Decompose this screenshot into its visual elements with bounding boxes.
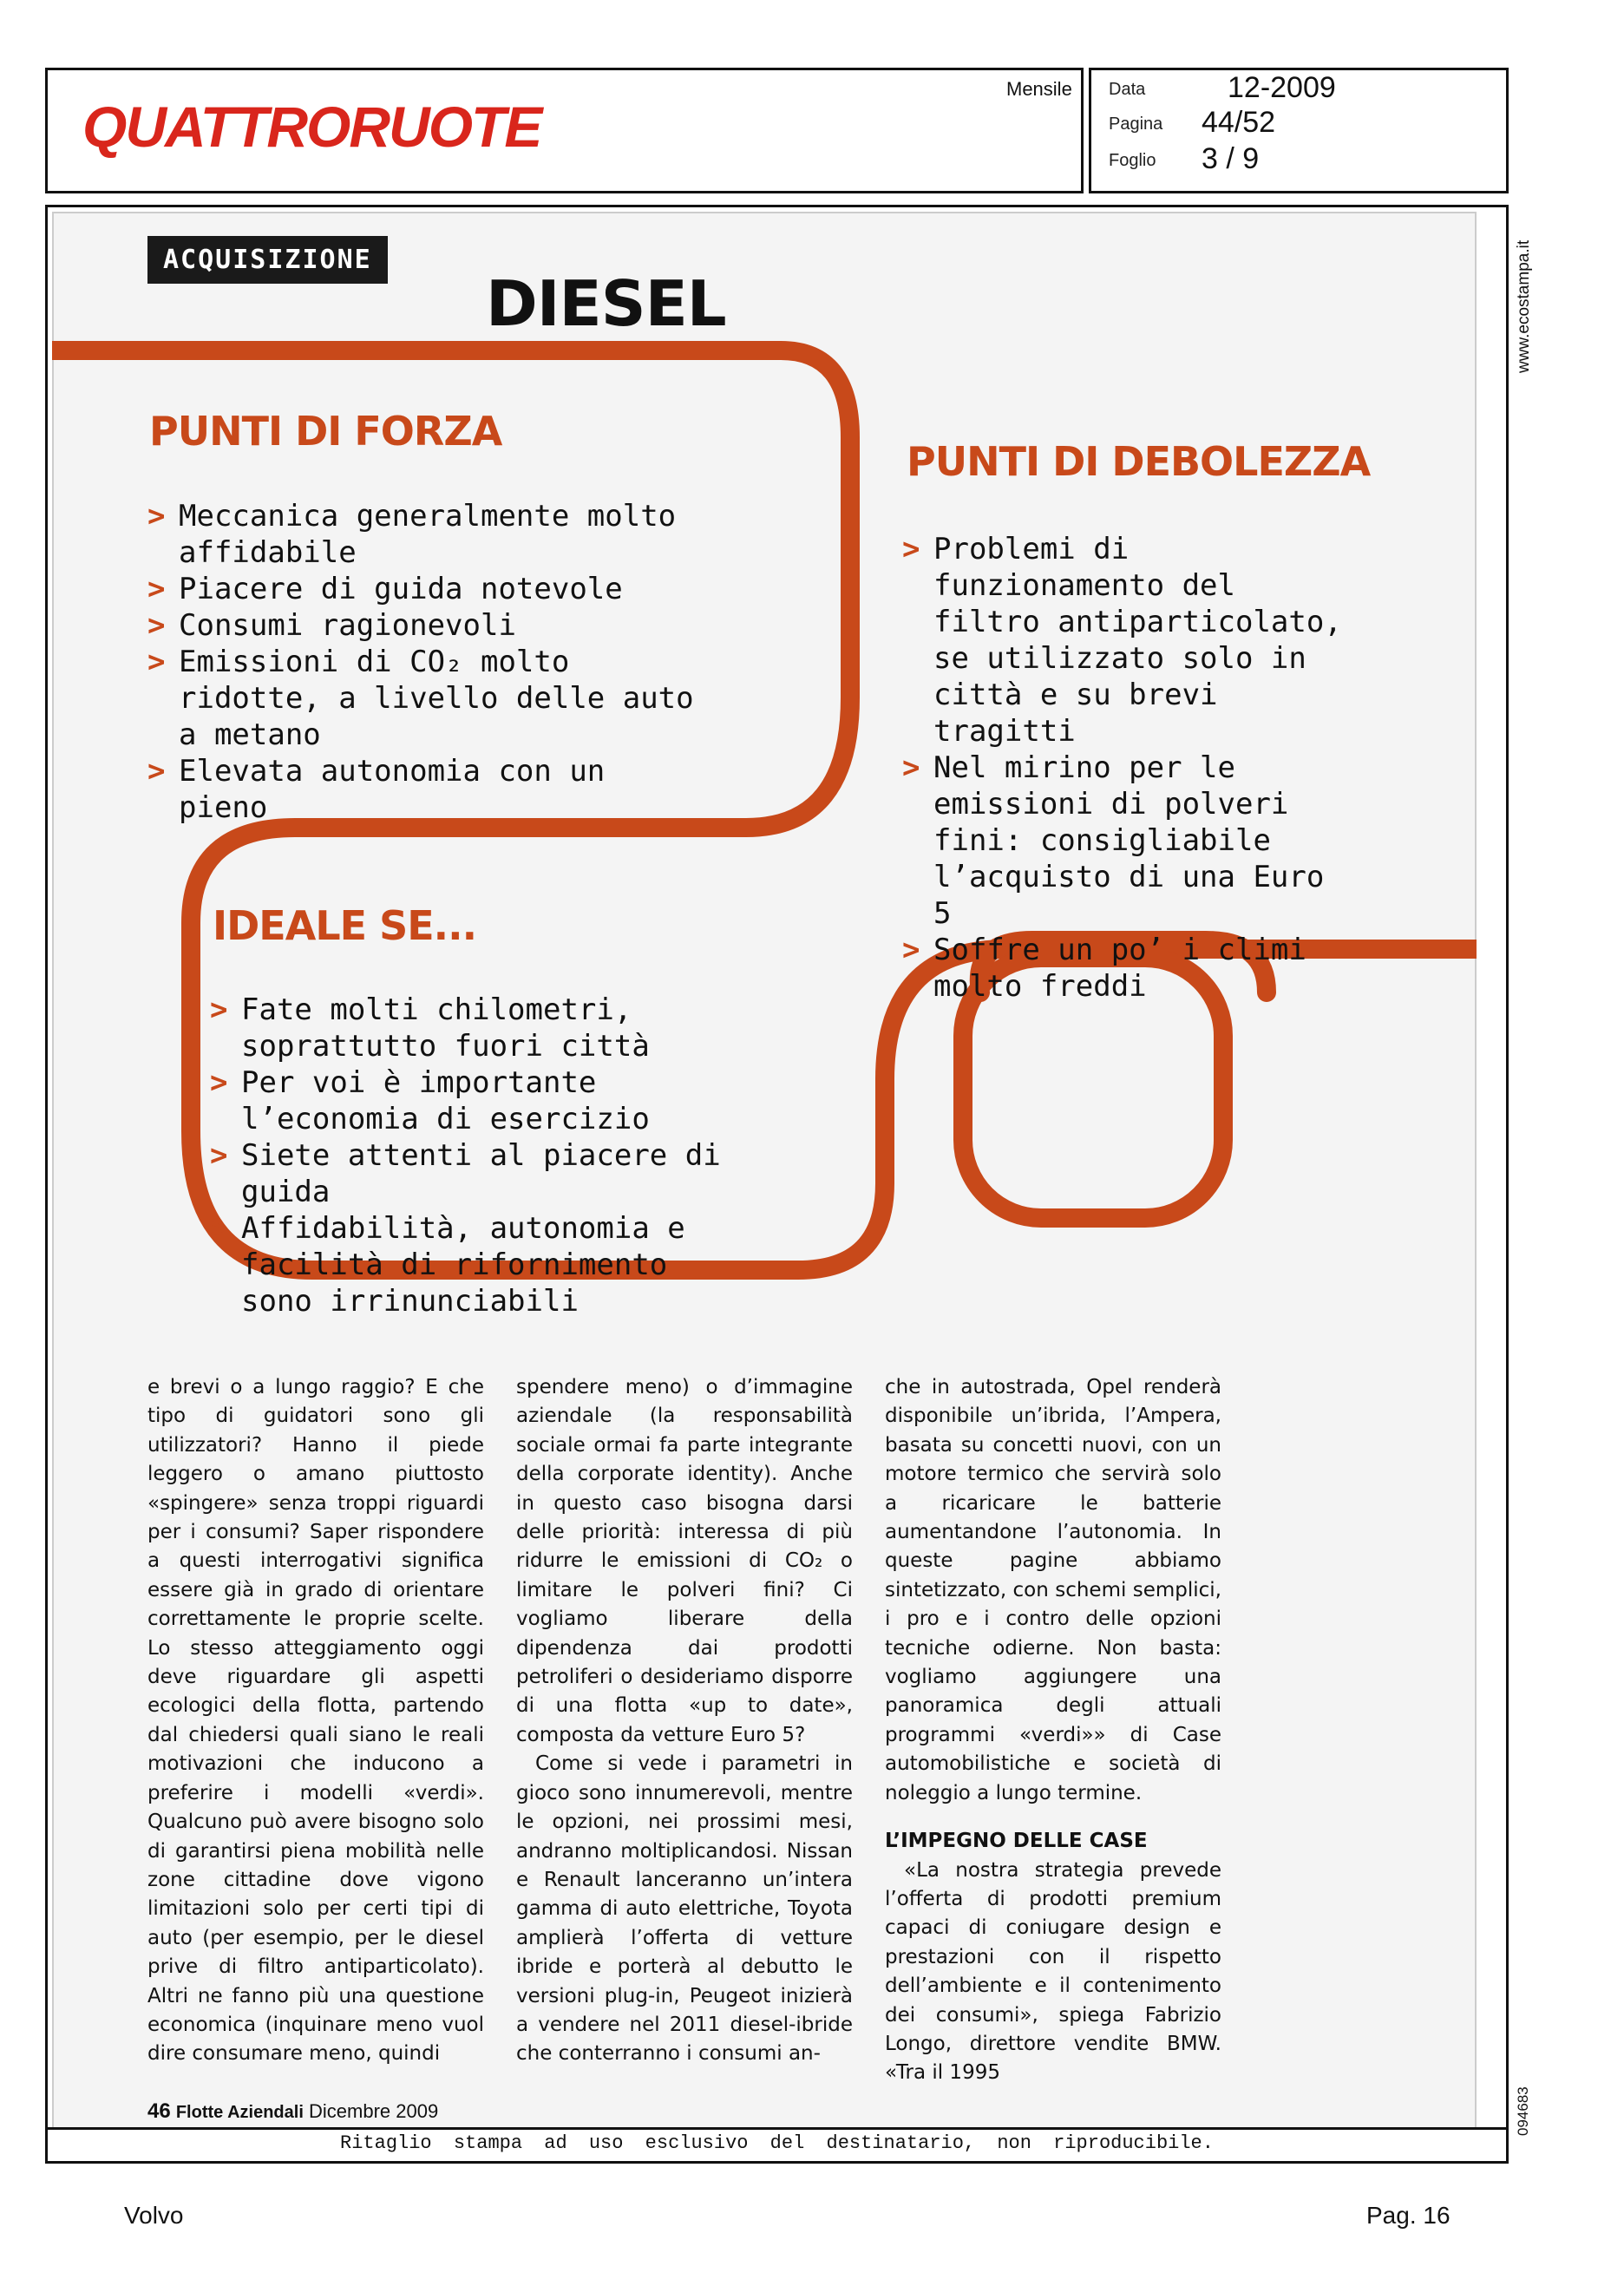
list-item: > Piacere di guida notevole — [147, 572, 623, 606]
list-item: > Nel mirino per le emissioni di polveri fini: consigliabile l’acquisto di una Euro 5 — [902, 750, 1325, 931]
magazine-logo: QUATTRORUOTE — [82, 95, 541, 159]
list-item: > Elevata autonomia con un pieno — [147, 754, 606, 825]
list-item: > Emissioni di CO₂ molto ridotte, a livello delle auto a metano — [147, 645, 694, 752]
debolezza-title: PUNTI DI DEBOLEZZA — [907, 438, 1371, 485]
forza-title: PUNTI DI FORZA — [149, 408, 502, 455]
section-tag: ACQUISIZIONE — [147, 236, 388, 284]
pagina-label: Pagina — [1109, 115, 1163, 134]
foglio-value: 3 / 9 — [1202, 142, 1260, 175]
debolezza-list — [902, 531, 1353, 1005]
paragraph: e brevi o a lungo raggio? E che tipo di guidatori sono gli utilizzatori? Hanno il piede leggero o amano piuttosto «spingere» senza troppi riguardi per i consumi? Saper rispondere a questi interrogativi significa essere già in grado di orientare correttamente le proprie scelte. Lo stesso atteggiamento oggi deve riguardare gli aspetti ecologici della flotta, partendo dal chiedersi quali siano le reali motivazioni che inducono a preferire i modelli «verdi». Qualcuno può avere bisogno solo di garantirsi piena mobilità nelle zone cittadine dove vigono limitazioni solo per certi tipi di auto (per esempio, per le diesel prive di filtro antiparticolato). Altri ne fanno più una questione economica (inquinare meno vuol dire consumare meno, quindi — [147, 1376, 484, 2066]
paragraph: spendere meno) o d’immagine aziendale (la responsabilità sociale ormai fa parte integrante della corporate identity). Anche in questo caso bisogna darsi delle priorità: interessa di più ridurre le emissioni di CO₂ o limitare le polveri fini? Ci vogliamo liberare della dipendenza dai prodotti petroliferi o desideriamo disporre di una flotta «up to date», composta da vetture Euro 5? — [516, 1376, 853, 1746]
paragraph: che in autostrada, Opel renderà disponibile un’ibrida, l’Ampera, basata su concetti nuovi, con un motore termico che servirà solo a ricaricare le batterie aumentandone l’autonomia. In queste pagine abbiamo sintetizzato, con schemi semplici, i pro e i contro delle opzioni tecniche odierne. Non basta: vogliamo aggiungere una panoramica degli attuali programmi «verdi»» di Case automobilistiche e società di noleggio a lungo termine. — [885, 1376, 1221, 1804]
issue-date: Dicembre 2009 — [309, 2100, 439, 2122]
paragraph: «La nostra strategia prevede l’offerta di prodotti premium capaci di coniugare design e prestazioni con il rispetto dell’ambiente e il contenimento dei consumi», spiega Fabrizio Longo, direttore vendite BMW. «Tra il 1995 — [885, 1858, 1221, 2085]
side-url: www.ecostampa.it — [1515, 239, 1533, 373]
list-item: > Soffre un po’ i climi molto freddi — [902, 933, 1306, 1004]
body-column-1 — [147, 1373, 484, 2069]
page-number: 46 — [147, 2099, 171, 2123]
ideale-list — [210, 992, 748, 1320]
list-item: > Problemi di funzionamento del filtro antiparticolato, se utilizzato solo in città e su brevi tragitti — [902, 532, 1342, 749]
list-item: > Meccanica generalmente molto affidabile — [147, 499, 677, 570]
data-value: 12-2009 — [1228, 71, 1336, 104]
list-item: > Per voi è importante l’economia di esercizio — [210, 1065, 650, 1136]
foglio-label: Foglio — [1109, 151, 1156, 170]
pagina-value: 44/52 — [1202, 106, 1276, 139]
list-item: > Siete attenti al piacere di guida — [210, 1138, 721, 1209]
list-item: > Fate molti chilometri, soprattutto fuori città — [210, 992, 650, 1064]
brand-label: Volvo — [124, 2202, 184, 2229]
ritaglio-notice: Ritaglio stampa ad uso esclusivo del destinatario, non riproducibile. — [340, 2132, 1214, 2154]
frequency-label: Mensile — [1006, 78, 1072, 100]
ideale-title: IDEALE SE... — [213, 902, 477, 949]
side-code: 094683 — [1515, 2086, 1531, 2136]
paragraph: Come si vede i parametri in gioco sono innumerevoli, mentre le opzioni, nei prossimi mesi, andranno moltiplicandosi. Nissan e Renault lanceranno un’intera gamma di auto elettriche, Toyota amplierà l’offerta di vetture ibride e porterà al debutto le versioni plug-in, Peugeot inizierà a vendere nel 2011 diesel-ibride che conterranno i consumi an- — [516, 1752, 853, 2066]
body-column-2 — [516, 1373, 853, 2069]
article-footer — [147, 2099, 438, 2124]
page-indicator: Pag. 16 — [1366, 2202, 1450, 2229]
forza-list — [147, 498, 703, 826]
list-item: > Consumi ragionevoli — [147, 608, 516, 643]
subheading: L’IMPEGNO DELLE CASE — [885, 1830, 1148, 1853]
divider — [45, 2127, 1509, 2130]
body-column-3 — [885, 1373, 1221, 2088]
magazine-name: Flotte Aziendali — [175, 2103, 304, 2122]
list-item: > Affidabilità, autonomia e facilità di rifornimento sono irrinunciabili — [210, 1211, 685, 1319]
data-label: Data — [1109, 80, 1146, 99]
article-title: DIESEL — [486, 267, 726, 340]
